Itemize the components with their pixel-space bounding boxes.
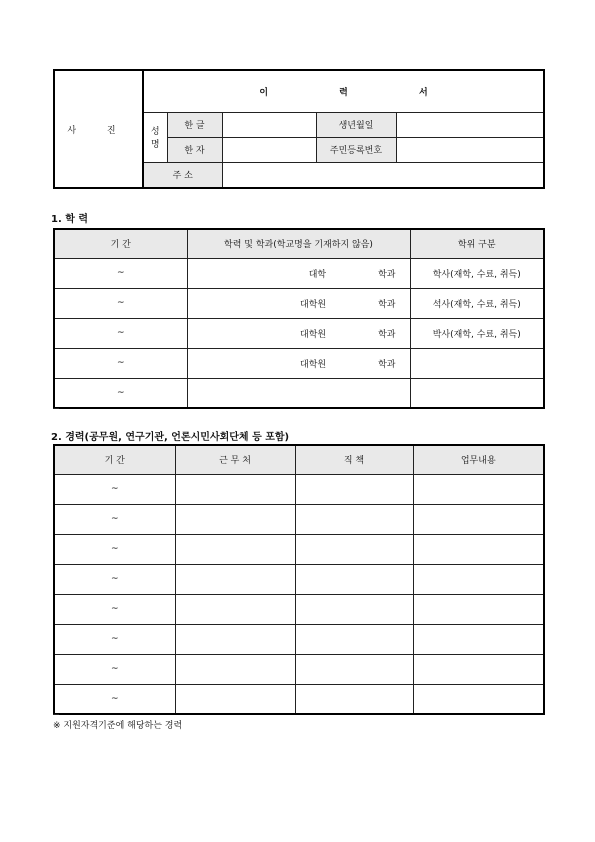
edu-period-cell[interactable]: ~: [54, 318, 187, 348]
career-position-cell[interactable]: [295, 624, 413, 654]
id-number-field[interactable]: [396, 137, 544, 162]
hanja-name-label: 한 자: [167, 137, 222, 162]
career-duties-cell[interactable]: [413, 594, 544, 624]
edu-period-cell[interactable]: ~: [54, 258, 187, 288]
id-number-label: 주민등록번호: [316, 137, 396, 162]
career-duties-cell[interactable]: [413, 504, 544, 534]
career-position-cell[interactable]: [295, 474, 413, 504]
edu-header-degree: 학위 구분: [410, 229, 544, 258]
edu-level: 대학원: [300, 329, 327, 340]
edu-degree-cell[interactable]: 석사(재학, 수료, 취득): [410, 288, 544, 318]
career-workplace-cell[interactable]: [175, 684, 295, 714]
edu-dept: 학과: [378, 269, 396, 280]
edu-level: 대학원: [300, 299, 327, 310]
career-workplace-cell[interactable]: [175, 534, 295, 564]
career-position-cell[interactable]: [295, 564, 413, 594]
birthdate-field[interactable]: [396, 112, 544, 137]
edu-major-cell[interactable]: [187, 318, 410, 348]
career-duties-cell[interactable]: [413, 654, 544, 684]
edu-header-period: 기 간: [54, 229, 187, 258]
career-period-cell[interactable]: ~: [54, 684, 175, 714]
career-period-cell[interactable]: ~: [54, 594, 175, 624]
page-title: 이 력 서: [143, 70, 544, 112]
career-position-cell[interactable]: [295, 534, 413, 564]
edu-period-cell[interactable]: ~: [54, 348, 187, 378]
footnote: ※ 지원자격기준에 해당하는 경력: [53, 721, 183, 731]
edu-period-cell[interactable]: ~: [54, 288, 187, 318]
resume-header-table: [53, 69, 545, 189]
career-period-cell[interactable]: ~: [54, 624, 175, 654]
edu-degree-cell[interactable]: [410, 378, 544, 408]
edu-dept: 학과: [378, 329, 396, 340]
edu-major-cell[interactable]: [187, 288, 410, 318]
career-header-position: 직 책: [295, 445, 413, 474]
edu-major-cell[interactable]: [187, 378, 410, 408]
edu-level: 대학원: [300, 359, 327, 370]
career-period-cell[interactable]: ~: [54, 474, 175, 504]
hanja-name-field[interactable]: [222, 137, 316, 162]
edu-major-cell[interactable]: [187, 258, 410, 288]
edu-dept: 학과: [378, 299, 396, 310]
address-label: 주 소: [143, 162, 222, 188]
name-label: 성명: [143, 112, 167, 162]
korean-name-label: 한 글: [167, 112, 222, 137]
career-position-cell[interactable]: [295, 594, 413, 624]
edu-degree-cell[interactable]: [410, 348, 544, 378]
career-duties-cell[interactable]: [413, 474, 544, 504]
edu-header-major: 학력 및 학과(학교명을 기재하지 않음): [187, 229, 410, 258]
table-end-mark: [53, 408, 59, 409]
korean-name-field[interactable]: [222, 112, 316, 137]
career-workplace-cell[interactable]: [175, 654, 295, 684]
career-workplace-cell[interactable]: [175, 564, 295, 594]
career-header-period: 기 간: [54, 445, 175, 474]
education-section-title: 1. 학 력: [51, 214, 89, 225]
career-header-workplace: 근 무 처: [175, 445, 295, 474]
career-workplace-cell[interactable]: [175, 624, 295, 654]
career-section-title: 2. 경력(공무원, 연구기관, 언론시민사회단체 등 포함): [51, 432, 290, 443]
career-duties-cell[interactable]: [413, 564, 544, 594]
photo-box: 사 진: [54, 70, 143, 188]
career-period-cell[interactable]: ~: [54, 564, 175, 594]
career-table: [53, 444, 545, 715]
career-period-cell[interactable]: ~: [54, 534, 175, 564]
career-position-cell[interactable]: [295, 684, 413, 714]
address-field[interactable]: [222, 162, 544, 188]
career-header-duties: 업무내용: [413, 445, 544, 474]
birthdate-label: 생년월일: [316, 112, 396, 137]
career-position-cell[interactable]: [295, 654, 413, 684]
edu-dept: 학과: [378, 359, 396, 370]
edu-period-cell[interactable]: ~: [54, 378, 187, 408]
career-workplace-cell[interactable]: [175, 594, 295, 624]
career-period-cell[interactable]: ~: [54, 504, 175, 534]
table-end-mark: [53, 714, 59, 715]
career-period-cell[interactable]: ~: [54, 654, 175, 684]
career-workplace-cell[interactable]: [175, 504, 295, 534]
career-duties-cell[interactable]: [413, 684, 544, 714]
career-duties-cell[interactable]: [413, 534, 544, 564]
career-duties-cell[interactable]: [413, 624, 544, 654]
career-position-cell[interactable]: [295, 504, 413, 534]
edu-degree-cell[interactable]: 학사(재학, 수료, 취득): [410, 258, 544, 288]
edu-degree-cell[interactable]: 박사(재학, 수료, 취득): [410, 318, 544, 348]
edu-major-cell[interactable]: [187, 348, 410, 378]
education-table: [53, 228, 545, 409]
career-workplace-cell[interactable]: [175, 474, 295, 504]
edu-level: 대학: [308, 269, 327, 280]
